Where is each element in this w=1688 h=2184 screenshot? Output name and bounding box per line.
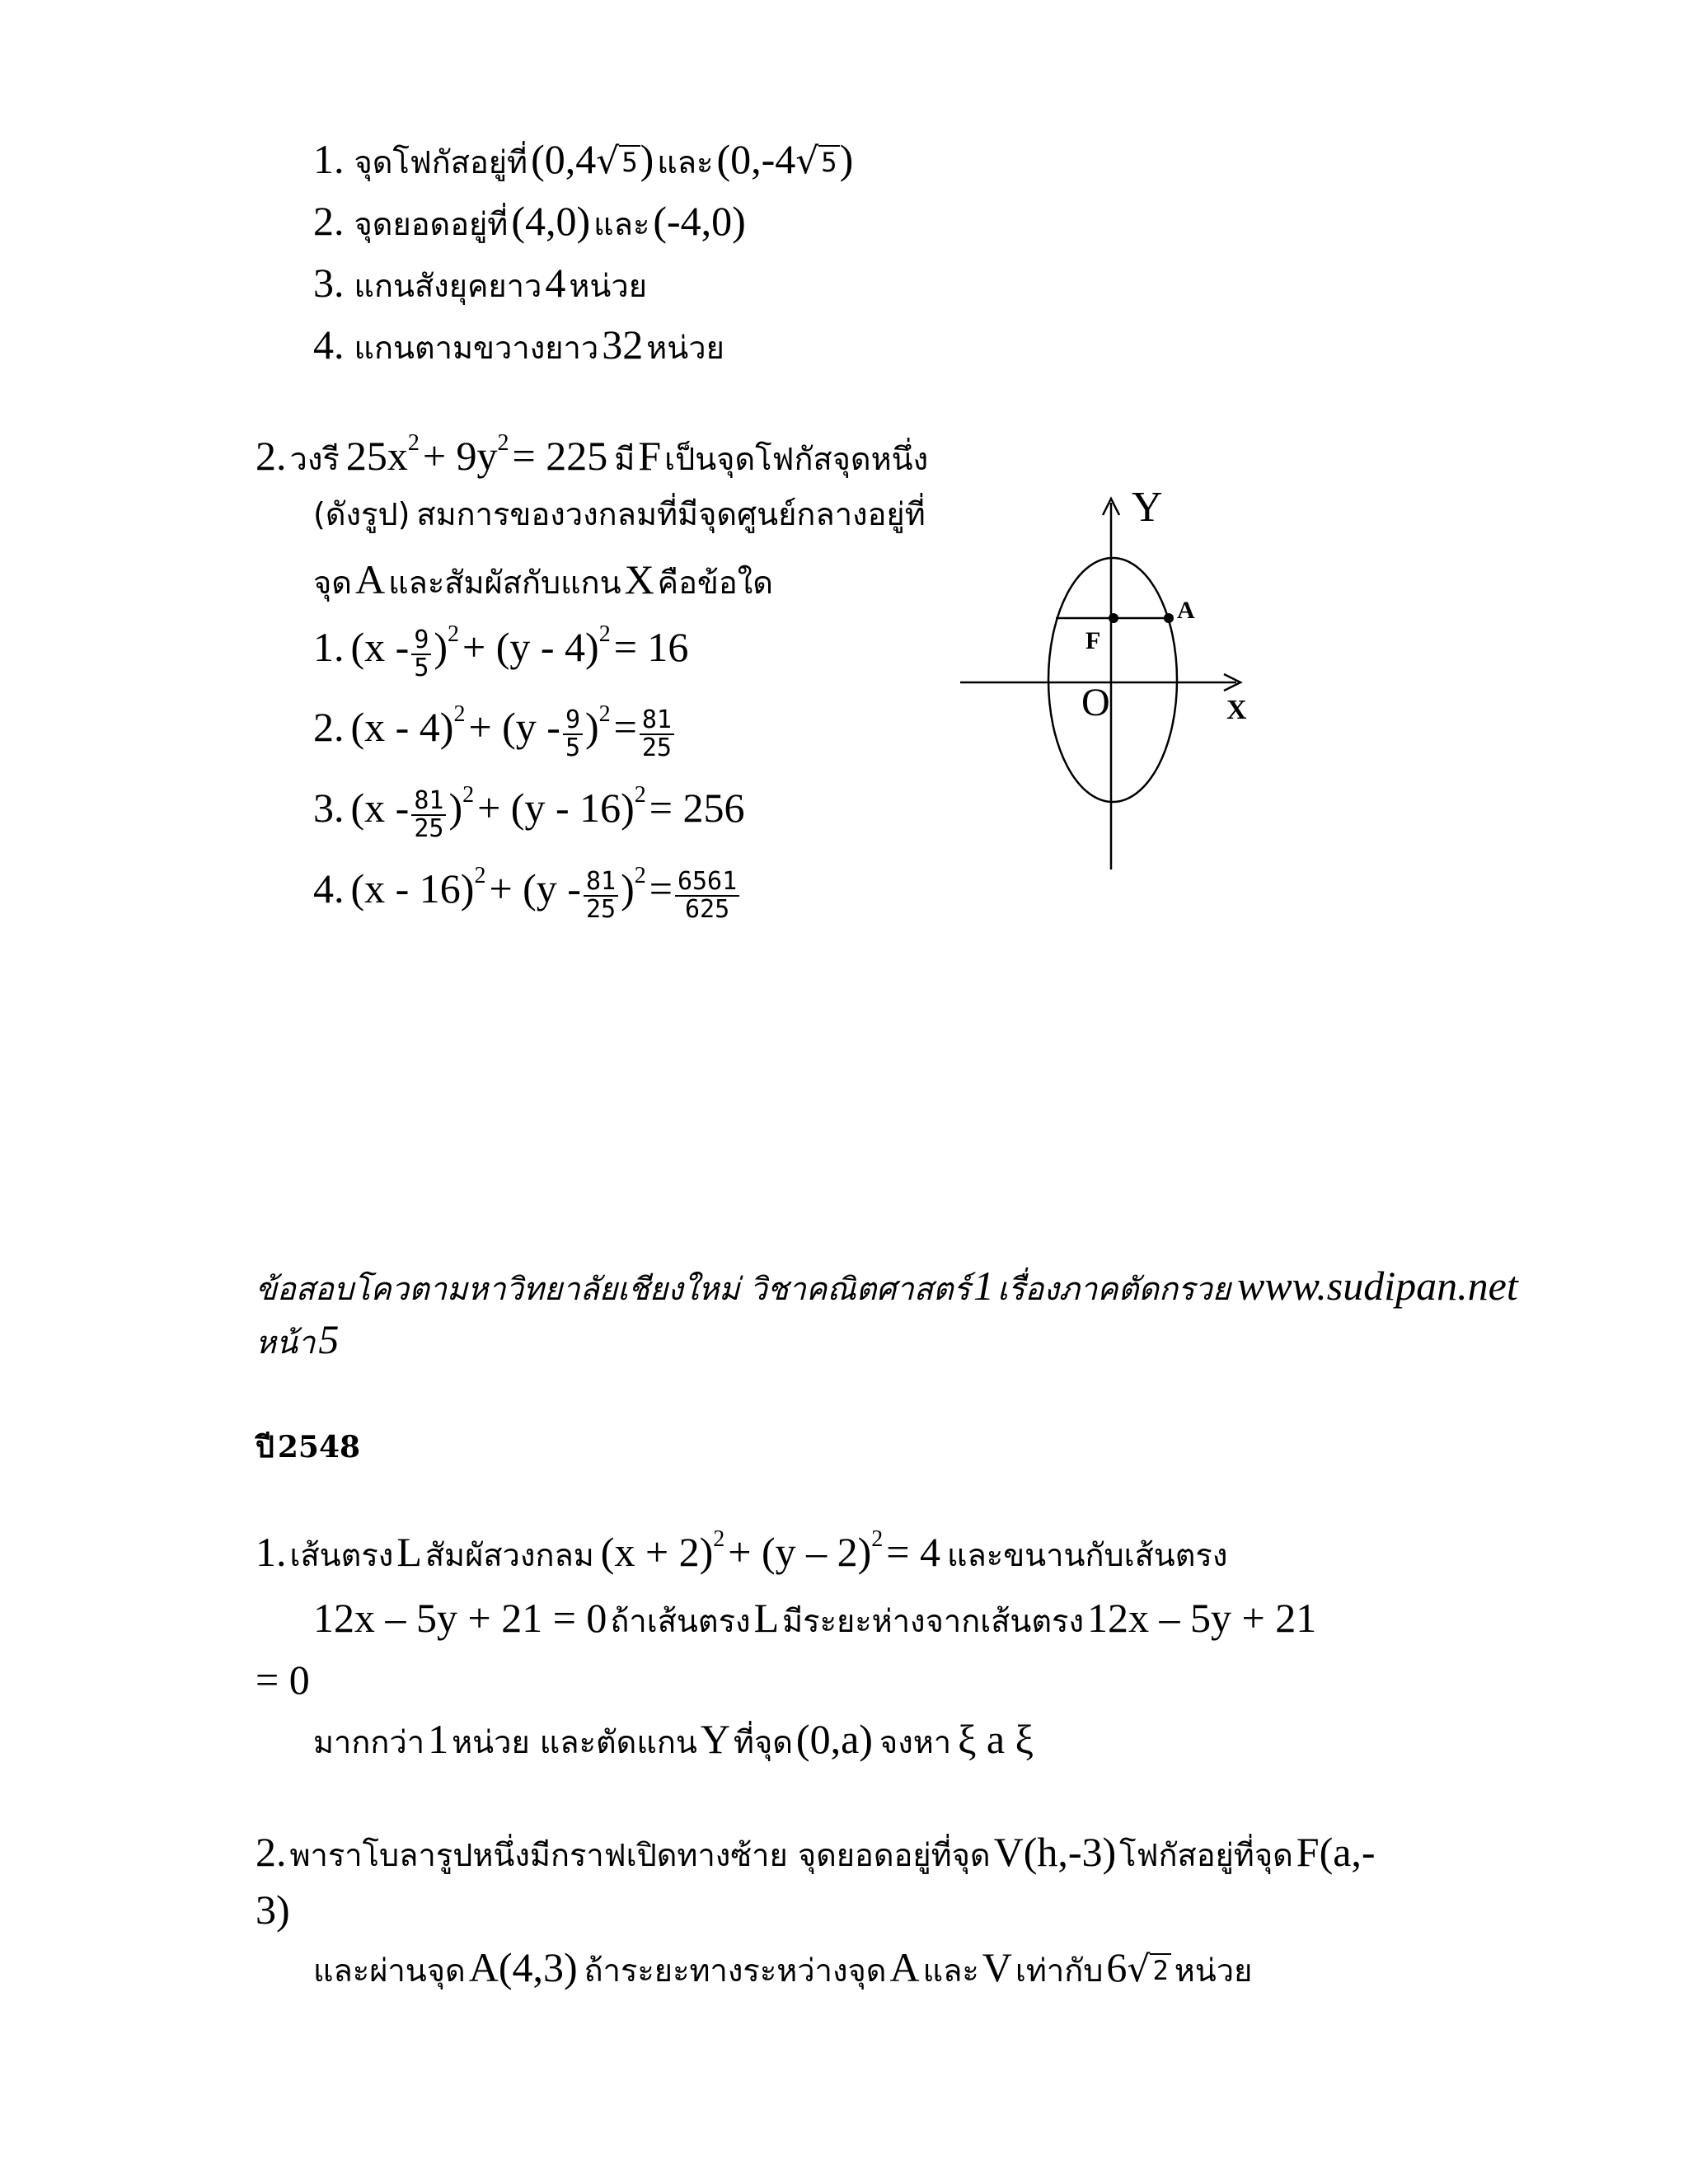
option-number: 1. bbox=[313, 136, 345, 182]
exponent: 2 bbox=[598, 701, 611, 727]
question-text: จุด bbox=[313, 565, 352, 601]
radicand: 5 bbox=[818, 145, 839, 178]
problem-text: มากกว่า bbox=[313, 1724, 425, 1760]
problem-1-line-2 bbox=[313, 1595, 1317, 1641]
exponent: 2 bbox=[598, 621, 611, 647]
math: = 0 bbox=[256, 1657, 310, 1703]
math: F bbox=[638, 433, 662, 479]
page-num: 5 bbox=[318, 1316, 340, 1362]
page-number bbox=[256, 1316, 340, 1362]
problem-text: โฟกัสอยู่ที่จุด bbox=[1119, 1837, 1293, 1873]
math: = 4 bbox=[886, 1529, 940, 1575]
numerator: 6561 bbox=[675, 869, 739, 897]
question-text: วงรี bbox=[289, 441, 340, 477]
math: (-4,0) bbox=[653, 198, 746, 244]
math: + (y – 2) bbox=[728, 1529, 872, 1575]
question-text: มี bbox=[614, 441, 635, 477]
problem-2-line-3 bbox=[313, 1944, 1253, 1990]
exponent: 2 bbox=[448, 621, 460, 647]
radicand: 2 bbox=[1150, 1953, 1170, 1986]
problem-text: จงหา bbox=[879, 1724, 952, 1760]
unit-text: หน่วย bbox=[569, 268, 647, 304]
math: Y bbox=[700, 1716, 730, 1762]
question-text: (ดังรูป) bbox=[313, 496, 410, 532]
ellipse-curve bbox=[1048, 558, 1177, 802]
footer-url: www.sudipan.net bbox=[1236, 1263, 1518, 1309]
exponent: 2 bbox=[713, 1526, 725, 1552]
option-number: 2. bbox=[313, 198, 345, 244]
math: (x + 2) bbox=[600, 1529, 714, 1575]
footer-topic: เรื่องภาคตัดกรวย bbox=[997, 1271, 1231, 1307]
choice-number: 2. bbox=[313, 704, 345, 750]
page-footer bbox=[256, 1263, 1518, 1309]
question-text: และสัมผัสกับแกน bbox=[388, 565, 621, 601]
exponent: 2 bbox=[497, 430, 509, 456]
problem-text: หน่วย และตัดแกน bbox=[452, 1724, 697, 1760]
option-text: แกนสังยุคยาว bbox=[354, 268, 542, 304]
problem-number: 2. bbox=[256, 1829, 287, 1875]
year-heading bbox=[256, 1430, 361, 1465]
math: + (y - 16) bbox=[477, 785, 635, 831]
math: ) bbox=[621, 865, 635, 912]
choice-number: 4. bbox=[313, 865, 345, 912]
math: V(h,-3) bbox=[993, 1829, 1117, 1875]
problem-text: เท่ากับ bbox=[1015, 1952, 1104, 1989]
math: ) bbox=[448, 785, 463, 831]
question-text: สมการของวงกลมที่มีจุดศูนย์กลางอยู่ที่ bbox=[416, 496, 926, 532]
math: 4 bbox=[545, 260, 566, 306]
math: (x - bbox=[350, 624, 410, 670]
math: ξ a ξ bbox=[958, 1716, 1034, 1762]
problem-1-line-1 bbox=[256, 1526, 1228, 1575]
math: (x - 4) bbox=[350, 704, 454, 750]
sqrt bbox=[1127, 1948, 1170, 1990]
denominator: 625 bbox=[684, 895, 730, 925]
sqrt-icon: √ bbox=[596, 140, 620, 182]
problem-1-line-4 bbox=[313, 1718, 1034, 1760]
problem-2-line-1 bbox=[256, 1829, 1376, 1875]
radicand: 5 bbox=[619, 145, 640, 178]
numerator: 9 bbox=[411, 627, 431, 655]
denominator: 5 bbox=[565, 733, 581, 763]
option-text: จุดโฟกัสอยู่ที่ bbox=[354, 144, 528, 180]
numerator: 81 bbox=[640, 707, 674, 735]
math: (x - bbox=[350, 785, 410, 831]
problem-text: พาราโบลารูปหนึ่งมีกราฟเปิดทางซ้าย จุดยอดอยู่ที่จุด bbox=[289, 1837, 991, 1873]
focus-label: F bbox=[1085, 627, 1101, 654]
math: 32 bbox=[602, 321, 644, 368]
and-text: และ bbox=[593, 206, 650, 242]
year-label: ปี bbox=[256, 1430, 274, 1465]
problem-text: และ bbox=[922, 1952, 979, 1989]
math: L bbox=[753, 1595, 780, 1641]
problem-text: ที่จุด bbox=[733, 1724, 793, 1760]
math: 25x bbox=[345, 433, 408, 479]
exponent: 2 bbox=[462, 782, 475, 808]
choice-number: 1. bbox=[313, 624, 345, 670]
problem-text: สัมผัสวงกลม bbox=[424, 1537, 594, 1573]
question-text: คือข้อใด bbox=[657, 565, 773, 601]
math: + (y - bbox=[468, 704, 560, 750]
math: = bbox=[649, 865, 673, 912]
math: (0,4 bbox=[531, 136, 597, 182]
numerator: 9 bbox=[563, 707, 583, 735]
math: (0,a) bbox=[795, 1716, 873, 1762]
problem-text: เส้นตรง bbox=[289, 1537, 394, 1573]
math: (x - 16) bbox=[350, 865, 475, 912]
math: F(a,- bbox=[1296, 1829, 1376, 1875]
math: 1 bbox=[428, 1716, 449, 1762]
denominator: 25 bbox=[414, 814, 444, 844]
math: X bbox=[624, 556, 654, 602]
denominator: 25 bbox=[585, 895, 617, 925]
math: (4,0) bbox=[511, 198, 591, 244]
math: V bbox=[982, 1944, 1012, 1990]
math: = 225 bbox=[512, 433, 608, 479]
year-value: 2548 bbox=[277, 1430, 361, 1465]
denominator: 5 bbox=[414, 654, 429, 683]
exponent: 2 bbox=[453, 701, 466, 727]
sqrt-icon: √ bbox=[1127, 1948, 1151, 1990]
problem-text: ถ้าเส้นตรง bbox=[610, 1603, 751, 1639]
math: + (y - 4) bbox=[462, 624, 599, 670]
math: 12x – 5y + 21 = 0 bbox=[313, 1595, 607, 1641]
option-number: 4. bbox=[313, 321, 345, 368]
choice-number: 3. bbox=[313, 785, 345, 831]
problem-2-line-2 bbox=[256, 1886, 290, 1933]
exponent: 2 bbox=[871, 1526, 884, 1552]
sqrt-icon: √ bbox=[795, 140, 819, 182]
numerator: 81 bbox=[411, 788, 446, 816]
math: = bbox=[613, 704, 637, 750]
problem-number: 1. bbox=[256, 1529, 287, 1575]
math: (0,-4 bbox=[716, 136, 796, 182]
problem-text: และผ่านจุด bbox=[313, 1952, 466, 1989]
math: ) bbox=[434, 624, 448, 670]
exponent: 2 bbox=[407, 430, 420, 456]
math: A bbox=[889, 1944, 920, 1990]
math: 12x – 5y + 21 bbox=[1087, 1595, 1317, 1641]
exponent: 2 bbox=[474, 863, 486, 888]
point-a bbox=[1164, 613, 1174, 623]
math: ) bbox=[839, 136, 854, 182]
option-text: แกนตามขวางยาว bbox=[354, 330, 599, 366]
problem-1-line-3 bbox=[256, 1657, 310, 1703]
math: = 16 bbox=[613, 624, 689, 670]
math: L bbox=[396, 1529, 422, 1575]
footer-text: ข้อสอบโควตามหาวิทยาลัยเชียงใหม่ วิชาคณิตศาสตร์ bbox=[256, 1271, 970, 1307]
problem-text: มีระยะห่างจากเส้นตรง bbox=[782, 1603, 1085, 1639]
option-text: จุดยอดอยู่ที่ bbox=[354, 206, 509, 242]
math: = 256 bbox=[649, 785, 745, 831]
question-text: เป็นจุดโฟกัสจุดหนึ่ง bbox=[664, 441, 929, 477]
focus-point bbox=[1109, 613, 1118, 623]
math: ) bbox=[640, 136, 654, 182]
math: ) bbox=[585, 704, 599, 750]
footer-number: 1 bbox=[973, 1263, 994, 1309]
unit-text: หน่วย bbox=[646, 330, 724, 366]
math: A bbox=[354, 556, 386, 602]
question-number: 2. bbox=[256, 433, 287, 479]
point-a-label: A bbox=[1177, 597, 1195, 624]
math: 3) bbox=[256, 1886, 290, 1933]
page-word: หน้า bbox=[256, 1324, 316, 1361]
option-number: 3. bbox=[313, 260, 345, 306]
numerator: 81 bbox=[584, 869, 618, 897]
problem-text: ถ้าระยะทางระหว่างจุด bbox=[584, 1952, 887, 1989]
math: 6 bbox=[1106, 1944, 1128, 1990]
exponent: 2 bbox=[634, 782, 646, 808]
math: + 9y bbox=[422, 433, 498, 479]
problem-text: และขนานกับเส้นตรง bbox=[947, 1537, 1228, 1573]
y-axis-label: Y bbox=[1132, 484, 1163, 531]
and-text: และ bbox=[657, 144, 714, 180]
exponent: 2 bbox=[634, 863, 646, 888]
problem-text: หน่วย bbox=[1174, 1952, 1253, 1989]
denominator: 25 bbox=[641, 733, 672, 763]
math: + (y - bbox=[489, 865, 581, 912]
origin-label: O bbox=[1081, 681, 1110, 724]
math: A(4,3) bbox=[468, 1944, 578, 1990]
x-axis-label: X bbox=[1226, 695, 1247, 725]
